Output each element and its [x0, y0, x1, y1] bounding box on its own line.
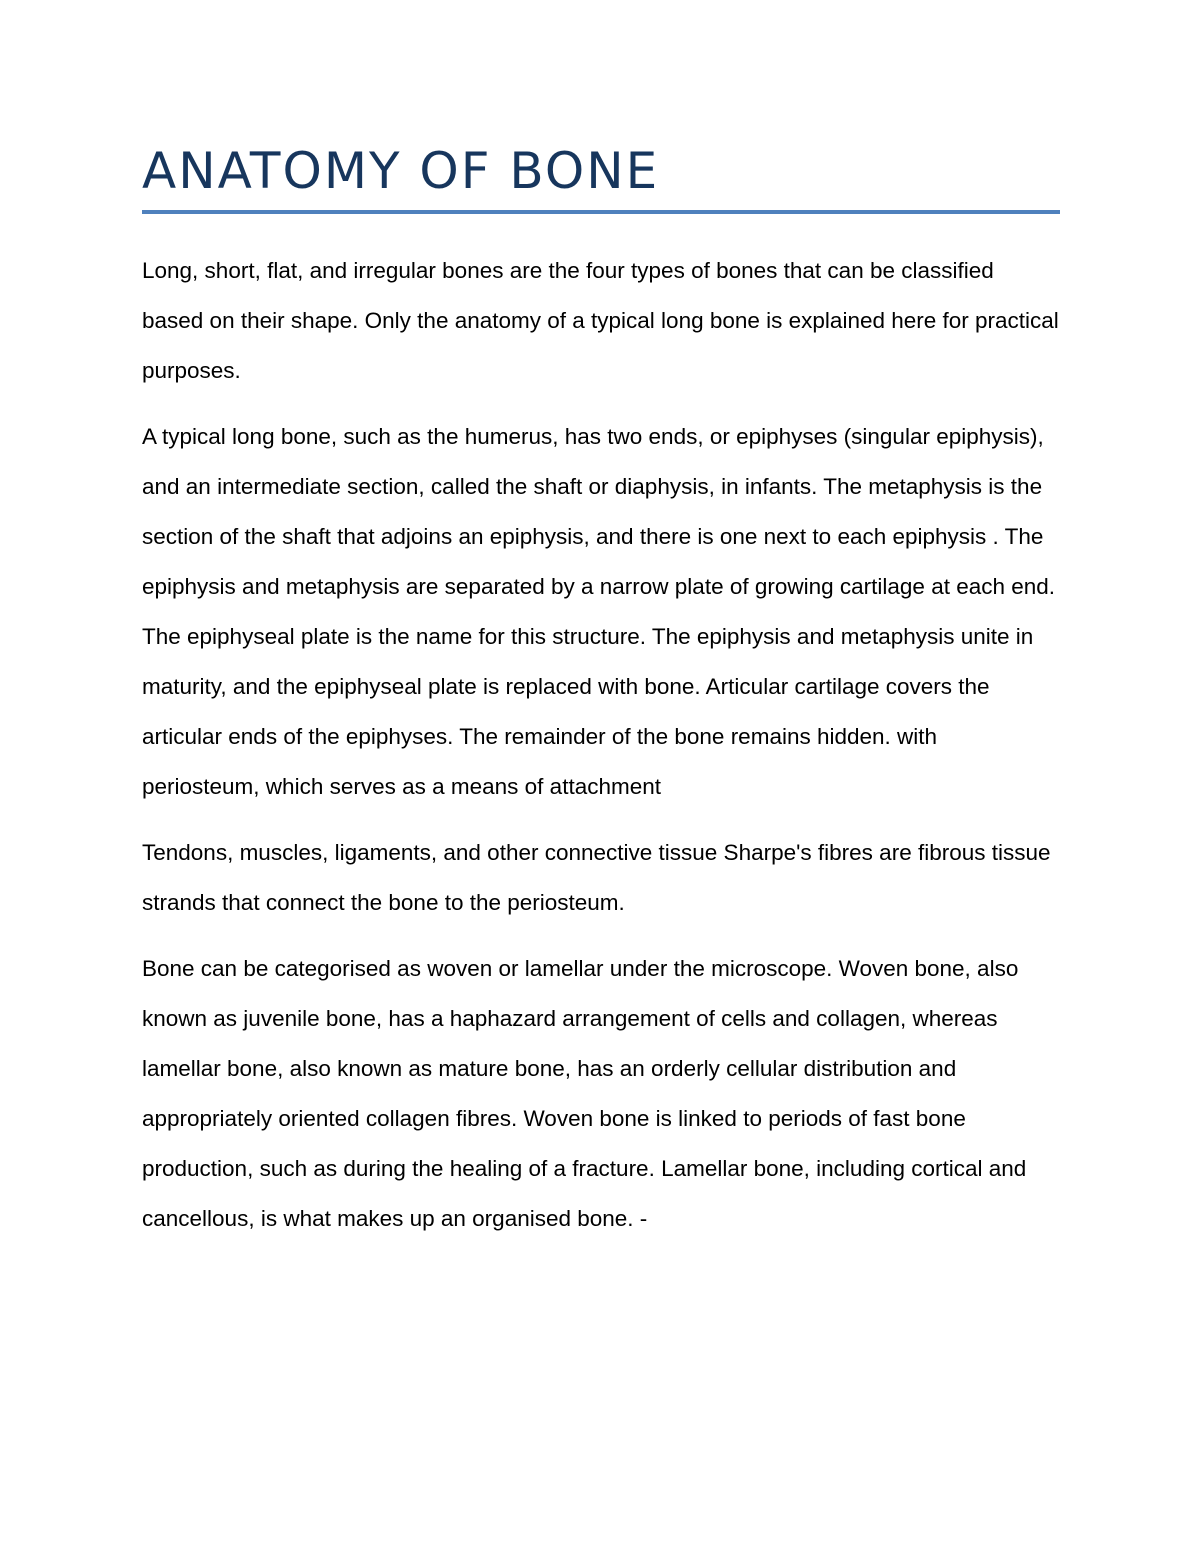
paragraph-sharpeys-fibres: Tendons, muscles, ligaments, and other connective tissue Sharpe's fibres are fibrous tissue strands that connect the bone to the periosteum.: [142, 840, 1051, 915]
document-title: ANATOMY OF BONE: [142, 140, 1060, 214]
paragraph-woven-lamellar-bone: Bone can be categorised as woven or lamellar under the microscope. Woven bone, also known as juvenile bone, has a haphazard arrangement of cells and collagen, whereas lamellar bone, also known as mature bone, has an orderly cellular distribution and appropriately oriented collagen fibres. Woven bone is linked to periods of fast bone production, such as during the healing of a fracture. Lamellar bone, including cortical and cancellous, is what makes up an organised bone. -: [142, 956, 1027, 1231]
paragraph-long-bone-structure: A typical long bone, such as the humerus, has two ends, or epiphyses (singular epiphysis), and an intermediate section, called the shaft or diaphysis, in infants. The metaphysis is the section of the shaft that adjoins an epiphysis, and there is one next to each epiphysis . The epiphysis and metaphysis are separated by a narrow plate of growing cartilage at each end. The epiphyseal plate is the name for this structure. The epiphysis and metaphysis unite in maturity, and the epiphyseal plate is replaced with bone. Articular cartilage covers the articular ends of the epiphyses. The remainder of the bone remains hidden. with periosteum, which serves as a means of attachment: [142, 424, 1056, 799]
document-body: [142, 140, 1060, 1244]
paragraph-bone-types: Long, short, flat, and irregular bones are the four types of bones that can be classified based on their shape. Only the anatomy of a typical long bone is explained here for practical purposes.: [142, 258, 1059, 383]
